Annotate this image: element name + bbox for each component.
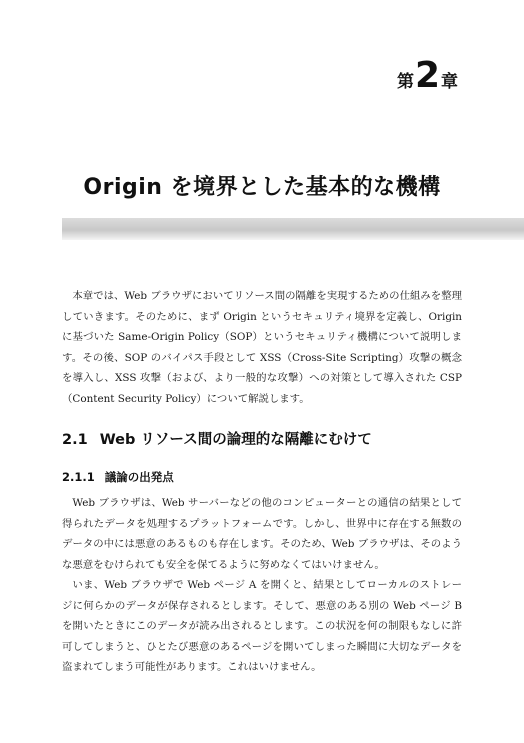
chapter-number: 2 <box>414 55 440 96</box>
chapter-prefix: 第 <box>396 72 414 92</box>
subsection-title: 議論の出発点 <box>104 470 174 484</box>
body-paragraph-1: Web ブラウザは、Web サーバーなどの他のコンピューターとの通信の結果として得られたデータを処理するプラットフォームです。しかし、世界中に存在する無数のデータの中には悪意のあるものも存在します。そのため、Web ブラウザは、そのような悪意をむけられても安全を保てるように努めなくてはいけません。 <box>62 497 462 571</box>
chapter-title: Origin を境界とした基本的な機構 <box>83 175 441 200</box>
body-text <box>62 493 462 678</box>
chapter-suffix: 章 <box>441 72 458 92</box>
subsection-heading <box>62 469 174 485</box>
title-divider-bar <box>62 218 524 240</box>
intro-paragraph: 本章では、Web ブラウザにおいてリソース間の隔離を実現するための仕組みを整理していきます。そのために、まず Origin というセキュリティ境界を定義し、Origin に基づいた Same-Origin Policy（SOP）というセキュリティ機構について説明します。その後、SOP のバイパス手段として XSS（Cross-Site Scripting）攻撃の概念を導入し、XSS 攻撃（および、より一般的な攻撃）への対策として導入された CSP（Content Security Policy）について解説します。 <box>62 290 462 405</box>
section-heading <box>62 428 372 449</box>
chapter-label <box>396 55 458 96</box>
chapter-intro <box>62 286 462 409</box>
section-number: 2.1 <box>62 432 88 448</box>
section-title: Web リソース間の論理的な隔離にむけて <box>99 432 372 448</box>
body-paragraph-2: いま、Web ブラウザで Web ページ A を開くと、結果としてローカルのストレージに何らかのデータが保存されるとします。そして、悪意のある別の Web ページ B を開いたときにこのデータが読み出されるとします。この状況を何の制限もなしに許可してしまうと、ひとたび悪意のあるページを開いてしまった瞬間に大切なデータを盗まれてしまう可能性があります。これはいけません。 <box>62 579 462 673</box>
subsection-number: 2.1.1 <box>62 470 95 484</box>
